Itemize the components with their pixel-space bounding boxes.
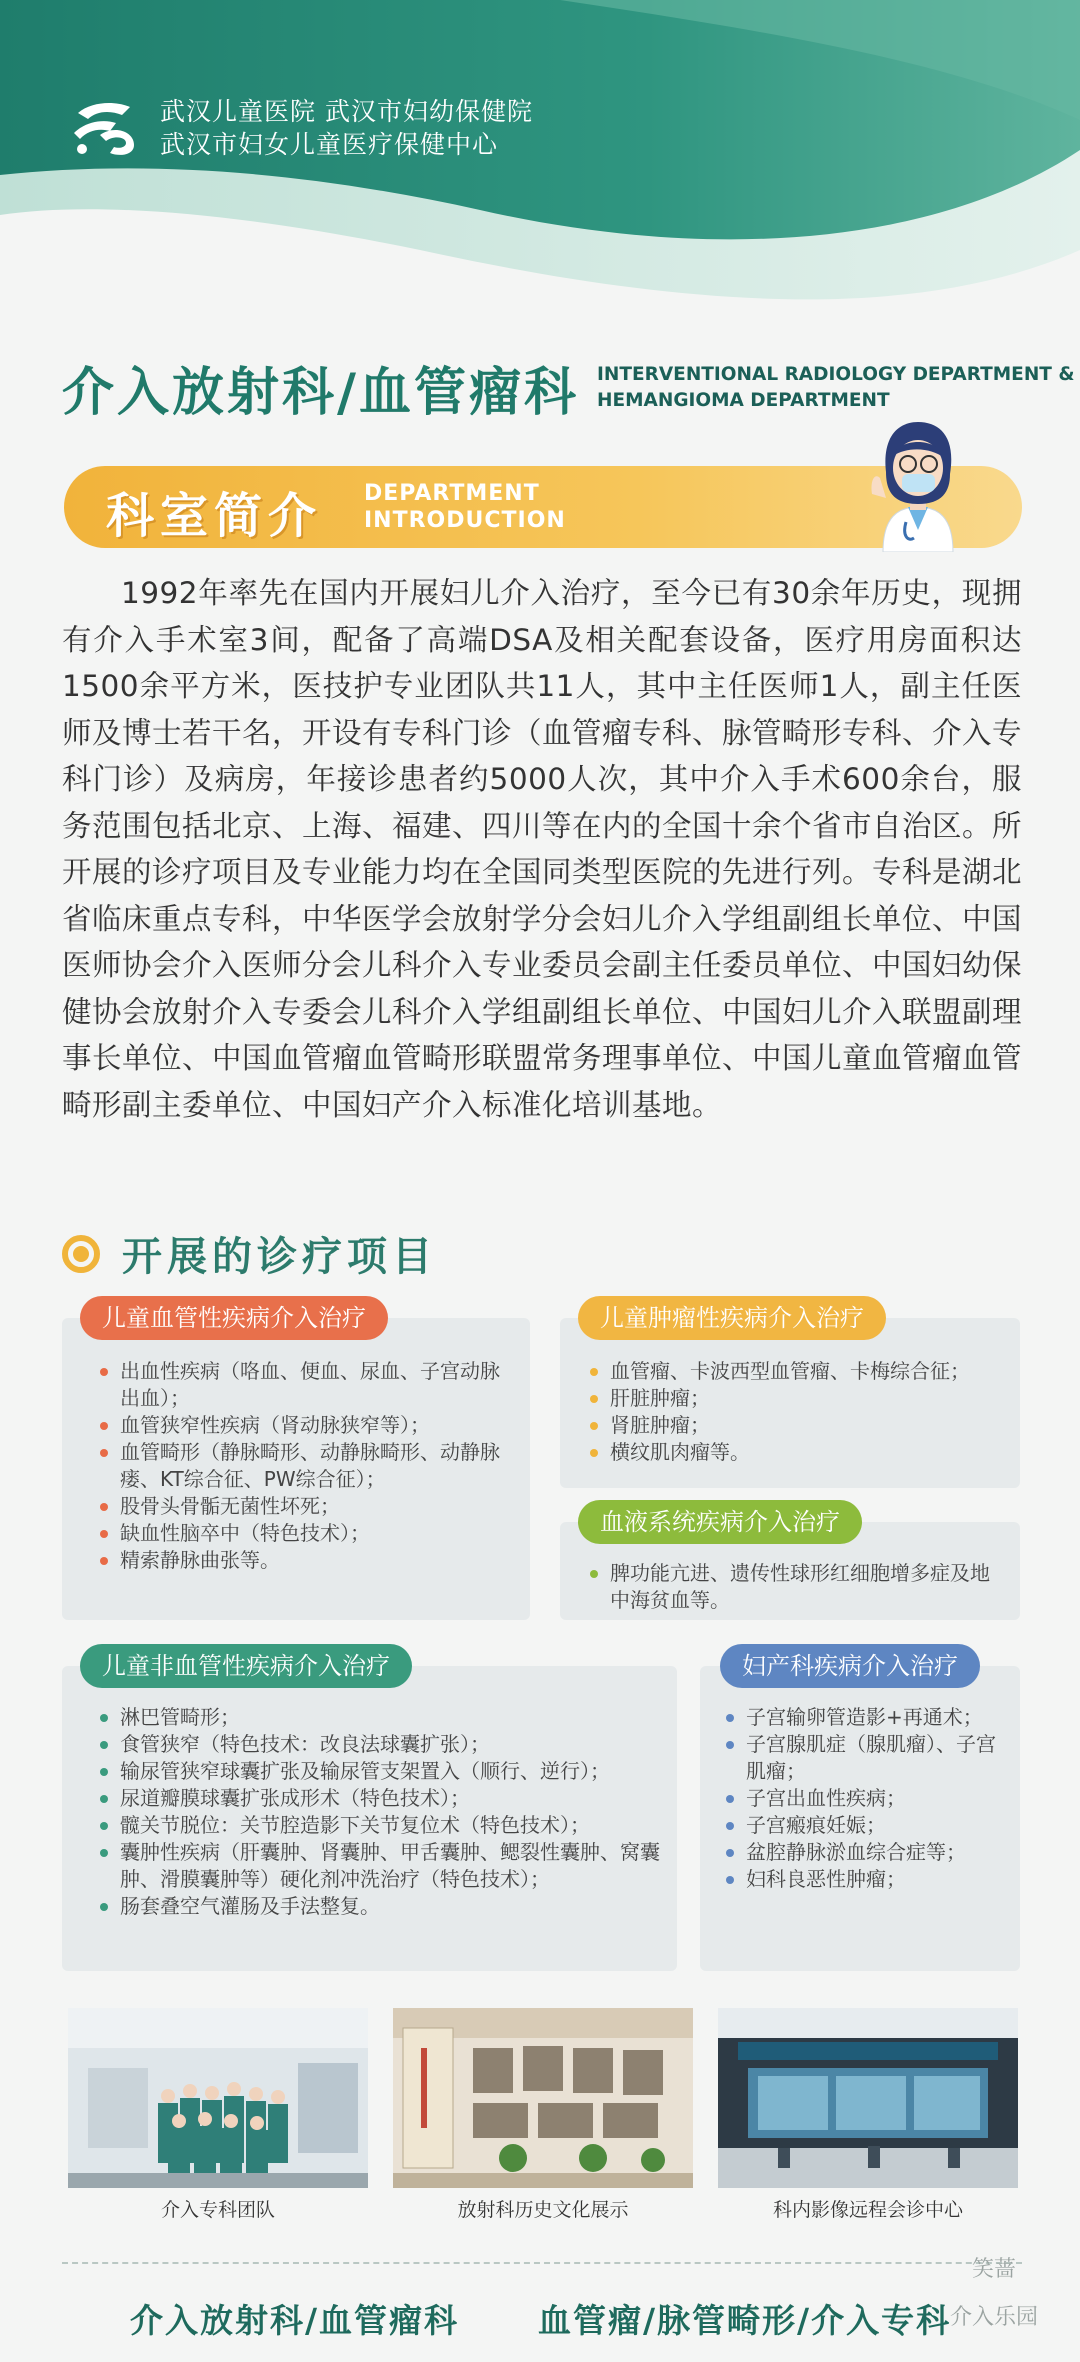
service-card-title: 儿童血管性疾病介入治疗 bbox=[80, 1296, 388, 1340]
list-item: 血管畸形（静脉畸形、动静脉畸形、动静脉瘘、KT综合征、PW综合征）； bbox=[98, 1439, 518, 1493]
service-card-list bbox=[724, 1704, 1009, 1893]
list-item: 子宫瘢痕妊娠； bbox=[724, 1812, 1009, 1839]
footer-divider bbox=[62, 2262, 1022, 2264]
list-item: 血管瘤、卡波西型血管瘤、卡梅综合征； bbox=[588, 1358, 1008, 1385]
list-item: 肾脏肿瘤； bbox=[588, 1412, 1008, 1439]
intro-title-en bbox=[364, 480, 566, 534]
hospital-name-line2: 武汉市妇女儿童医疗保健中心 bbox=[160, 130, 499, 159]
intro-title-en-line1: DEPARTMENT bbox=[364, 481, 540, 506]
services-section-title bbox=[62, 1225, 437, 1282]
service-card-title: 血液系统疾病介入治疗 bbox=[578, 1500, 862, 1544]
list-item: 髋关节脱位：关节腔造影下关节复位术（特色技术）； bbox=[98, 1812, 668, 1839]
service-card-list bbox=[588, 1560, 1008, 1614]
photo-caption: 放射科历史文化展示 bbox=[457, 2199, 629, 2221]
list-item: 精索静脉曲张等。 bbox=[98, 1547, 518, 1574]
department-title-en-line1: INTERVENTIONAL RADIOLOGY DEPARTMENT & bbox=[597, 363, 1075, 385]
department-title-en-line2: HEMANGIOMA DEPARTMENT bbox=[597, 389, 890, 411]
list-item: 缺血性脑卒中（特色技术）； bbox=[98, 1520, 518, 1547]
service-card-vascular bbox=[62, 1304, 530, 1620]
watermark-top: 笑蔷 bbox=[972, 2257, 1017, 2282]
list-item: 淋巴管畸形； bbox=[98, 1704, 668, 1731]
list-item: 子宫腺肌症（腺肌瘤）、子宫肌瘤； bbox=[724, 1731, 1009, 1785]
header-wave-graphic bbox=[0, 0, 1080, 340]
list-item: 子宫出血性疾病； bbox=[724, 1785, 1009, 1812]
services-section-title-text: 开展的诊疗项目 bbox=[122, 1234, 437, 1280]
list-item: 子宫输卵管造影+再通术； bbox=[724, 1704, 1009, 1731]
hospital-logo-icon bbox=[70, 99, 138, 157]
service-card-title: 儿童非血管性疾病介入治疗 bbox=[80, 1644, 412, 1688]
history-photo-image bbox=[393, 2008, 693, 2188]
photo-caption: 介入专科团队 bbox=[160, 2199, 275, 2221]
list-item: 妇科良恶性肿瘤； bbox=[724, 1866, 1009, 1893]
photo-caption: 科内影像远程会诊中心 bbox=[772, 2199, 963, 2221]
header-banner bbox=[0, 0, 1080, 340]
service-card-title: 妇产科疾病介入治疗 bbox=[720, 1644, 980, 1688]
intro-paragraph: 1992年率先在国内开展妇儿介入治疗，至今已有30余年历史，现拥有介入手术室3间，配备了高端DSA及相关配套设备，医疗用房面积达1500余平方米，医技护专业团队共11人，其中主任医师1人，副主任医师及博士若干名，开设有专科门诊（血管瘤专科、脉管畸形专科、介入专科门诊）及病房，年接诊患者约5000人次，其中介入手术600余台，服务范围包括北京、上海、福建、四川等在内的全国十余个省市自治区。所开展的诊疗项目及专业能力均在全国同类型医院的先进行列。专科是湖北省临床重点专科，中华医学会放射学分会妇儿介入学组副组长单位、中国医师协会介入医师分会儿科介入专业委员会副主任委员单位、中国妇幼保健协会放射介入专委会儿科介入学组副组长单位、中国妇儿介入联盟副理事长单位、中国血管瘤血管畸形联盟常务理事单位、中国儿童血管瘤血管畸形副主委单位、中国妇产介入标准化培训基地。 bbox=[62, 576, 1023, 1122]
list-item: 出血性疾病（咯血、便血、尿血、子宫动脉出血）； bbox=[98, 1358, 518, 1412]
list-item: 食管狭窄（特色技术：改良法球囊扩张）； bbox=[98, 1731, 668, 1758]
list-item: 尿道瓣膜球囊扩张成形术（特色技术）； bbox=[98, 1785, 668, 1812]
list-item: 横纹肌肉瘤等。 bbox=[588, 1439, 1008, 1466]
department-title-en bbox=[597, 362, 1075, 414]
history-photo bbox=[393, 2008, 693, 2188]
service-card-tumor bbox=[560, 1304, 1020, 1488]
service-card-list bbox=[98, 1704, 668, 1920]
list-item: 股骨头骨骺无菌性坏死； bbox=[98, 1493, 518, 1520]
department-title-cn: 介入放射科/血管瘤科 bbox=[62, 363, 579, 423]
service-card-title: 儿童肿瘤性疾病介入治疗 bbox=[578, 1296, 886, 1340]
ring-bullet-icon bbox=[62, 1235, 100, 1273]
footer-department-right: 血管瘤/脉管畸形/介入专科 bbox=[538, 2301, 952, 2340]
list-item: 囊肿性疾病（肝囊肿、肾囊肿、甲舌囊肿、鳃裂性囊肿、窝囊 肿、滑膜囊肿等）硬化剂冲洗治疗（特色技术）； bbox=[98, 1839, 668, 1893]
service-card-gynecology bbox=[700, 1652, 1020, 1971]
hospital-name bbox=[160, 95, 533, 161]
list-item: 脾功能亢进、遗传性球形红细胞增多症及地中海贫血等。 bbox=[588, 1560, 1008, 1614]
list-item: 肠套叠空气灌肠及手法整复。 bbox=[98, 1893, 668, 1920]
doctor-illustration bbox=[858, 412, 978, 552]
team-photo bbox=[68, 2008, 368, 2188]
footer-department-left: 介入放射科/血管瘤科 bbox=[130, 2301, 460, 2340]
consultation-center-photo bbox=[718, 2008, 1018, 2188]
intro-title-en-line2: INTRODUCTION bbox=[364, 508, 566, 533]
service-card-blood bbox=[560, 1508, 1020, 1620]
list-item: 盆腔静脉淤血综合症等； bbox=[724, 1839, 1009, 1866]
watermark-bottom: 介入乐园 bbox=[950, 2305, 1039, 2330]
consultation-center-photo-image bbox=[718, 2008, 1018, 2188]
list-item: 输尿管狭窄球囊扩张及输尿管支架置入（顺行、逆行）； bbox=[98, 1758, 668, 1785]
service-card-list bbox=[98, 1358, 518, 1574]
hospital-name-line1: 武汉儿童医院 武汉市妇幼保健院 bbox=[160, 97, 533, 126]
service-card-nonvascular bbox=[62, 1652, 677, 1971]
list-item: 血管狭窄性疾病（肾动脉狭窄等）； bbox=[98, 1412, 518, 1439]
team-photo-image bbox=[68, 2008, 368, 2188]
intro-title-cn: 科室简介 bbox=[106, 488, 323, 544]
service-card-list bbox=[588, 1358, 1008, 1466]
hospital-logo-group bbox=[70, 95, 533, 161]
list-item: 肝脏肿瘤； bbox=[588, 1385, 1008, 1412]
